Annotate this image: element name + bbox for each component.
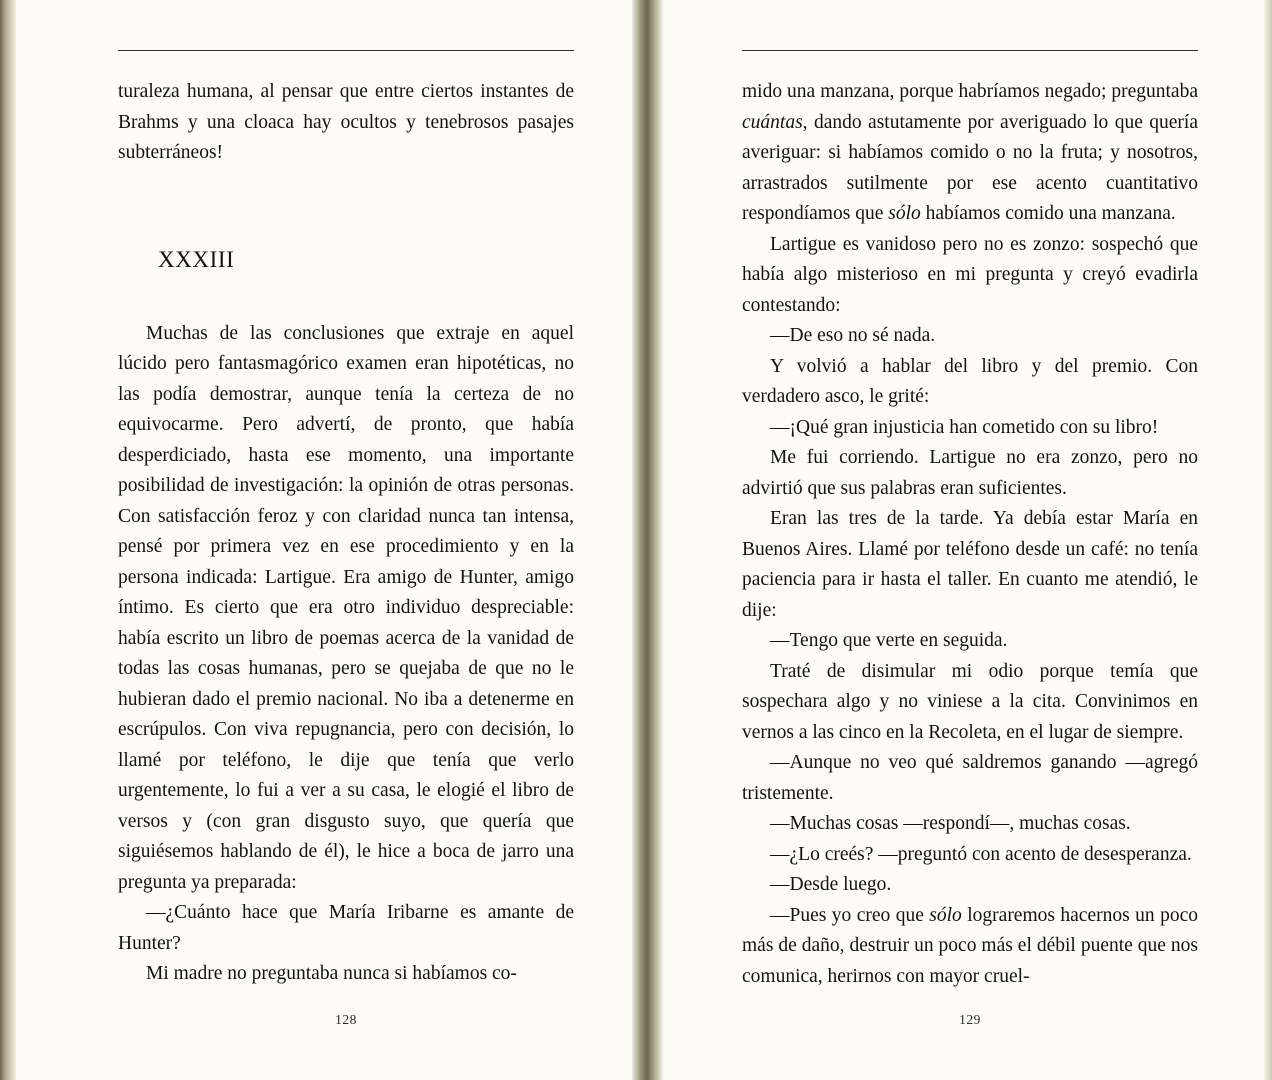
paragraph-dialogue: —¡Qué gran injusticia han cometido con su libro!: [770, 416, 1159, 438]
paragraph: Mi madre no preguntaba nunca si habíamos co-: [146, 963, 517, 984]
right-page-edge: [1264, 0, 1272, 1080]
left-page: [16, 0, 632, 1080]
paragraph: Lartigue es vanidoso pero no es zonzo: sospechó que había algo misterioso en mi pregunta y creyó evadirla contestando:: [742, 233, 1198, 316]
right-page: [664, 0, 1264, 1080]
paragraph-dialogue: —De eso no sé nada.: [770, 325, 936, 346]
paragraph-continued: mido una manzana, porque habríamos negado; preguntaba cuántas, dando astutamente por averiguado lo que quería averiguar: si habíamos comido o no la fruta; y nosotros, arrastrados sutilmente por ese acento cuantitativo respondíamos que sólo habíamos comido una manzana.: [742, 81, 1198, 224]
left-page-text-column: [118, 50, 574, 990]
header-rule: [742, 50, 1198, 51]
book-gutter: [630, 0, 664, 1080]
paragraph-dialogue: —Desde luego.: [770, 874, 892, 895]
paragraph: —¿Cuánto hace que María Iribarne es amante de Hunter?: [118, 902, 574, 954]
chapter-number: XXXIII: [158, 246, 235, 272]
paragraph-dialogue: —¿Lo creés? —preguntó con acento de desesperanza.: [770, 843, 1192, 865]
paragraph: Me fui corriendo. Lartigue no era zonzo, pero no advirtió que sus palabras eran suficientes.: [742, 447, 1198, 499]
paragraph: Y volvió a hablar del libro y del premio. Con verdadero asco, le grité:: [742, 355, 1198, 407]
page-number: 128: [335, 1012, 357, 1027]
left-page-edge-shadow: [0, 0, 16, 1080]
paragraph: Traté de disimular mi odio porque temía que sospechara algo y no viniese a la cita. Convinimos en vernos a las cinco en la Recoleta, en el lugar de siempre.: [742, 660, 1198, 743]
paragraph: Muchas de las conclusiones que extraje en aquel lúcido pero fantasmagórico examen eran hipotéticas, no las podía demostrar, aunque tenía la certeza de no equivocarme. Pero advertí, de pronto, que había desperdiciado, hasta ese momento, una importante posibilidad de investigación: la opinión de otras personas. Con satisfacción feroz y con claridad nunca tan intensa, pensé por primera vez en ese procedimiento y en la persona indicada: Lartigue. Era amigo de Hunter, amigo íntimo. Es cierto que era otro individuo despreciable: había escrito un libro de poemas acerca de la vanidad de todas las cosas humanas, pero se quejaba de que no le hubieran dado el premio nacional. No iba a detenerme en escrúpulos. Con viva repugnancia, pero con decisión, lo llamé por teléfono, le dije que tenía que verlo urgentemente, lo fui a ver a su casa, le elogié el libro de versos y (con gran disgusto suyo, que quería que siguiésemos hablando de él), le hice a boca de jarro una pregunta ya preparada:: [118, 322, 574, 893]
paragraph-dialogue: —Pues yo creo que sólo lograremos hacernos un poco más de daño, destruir un poco más el débil puente que nos comunica, herirnos con mayor cruel-: [742, 904, 1198, 987]
paragraph-dialogue: —Aunque no veo qué saldremos ganando —agregó tristemente.: [742, 752, 1198, 804]
paragraph: Eran las tres de la tarde. Ya debía estar María en Buenos Aires. Llamé por teléfono desde un café: no tenía paciencia para ir hasta el taller. En cuanto me atendió, le dije:: [742, 508, 1198, 621]
header-rule: [118, 50, 574, 51]
paragraph-dialogue: —Tengo que verte en seguida.: [770, 630, 1008, 651]
paragraph-dialogue: —Muchas cosas —respondí—, muchas cosas.: [770, 813, 1131, 834]
right-page-text-column: [742, 50, 1198, 992]
paragraph-continued: turaleza humana, al pensar que entre ciertos instantes de Brahms y una cloaca hay ocultos y tenebrosos pasajes subterráneos!: [118, 81, 574, 163]
page-number: 129: [959, 1012, 981, 1027]
